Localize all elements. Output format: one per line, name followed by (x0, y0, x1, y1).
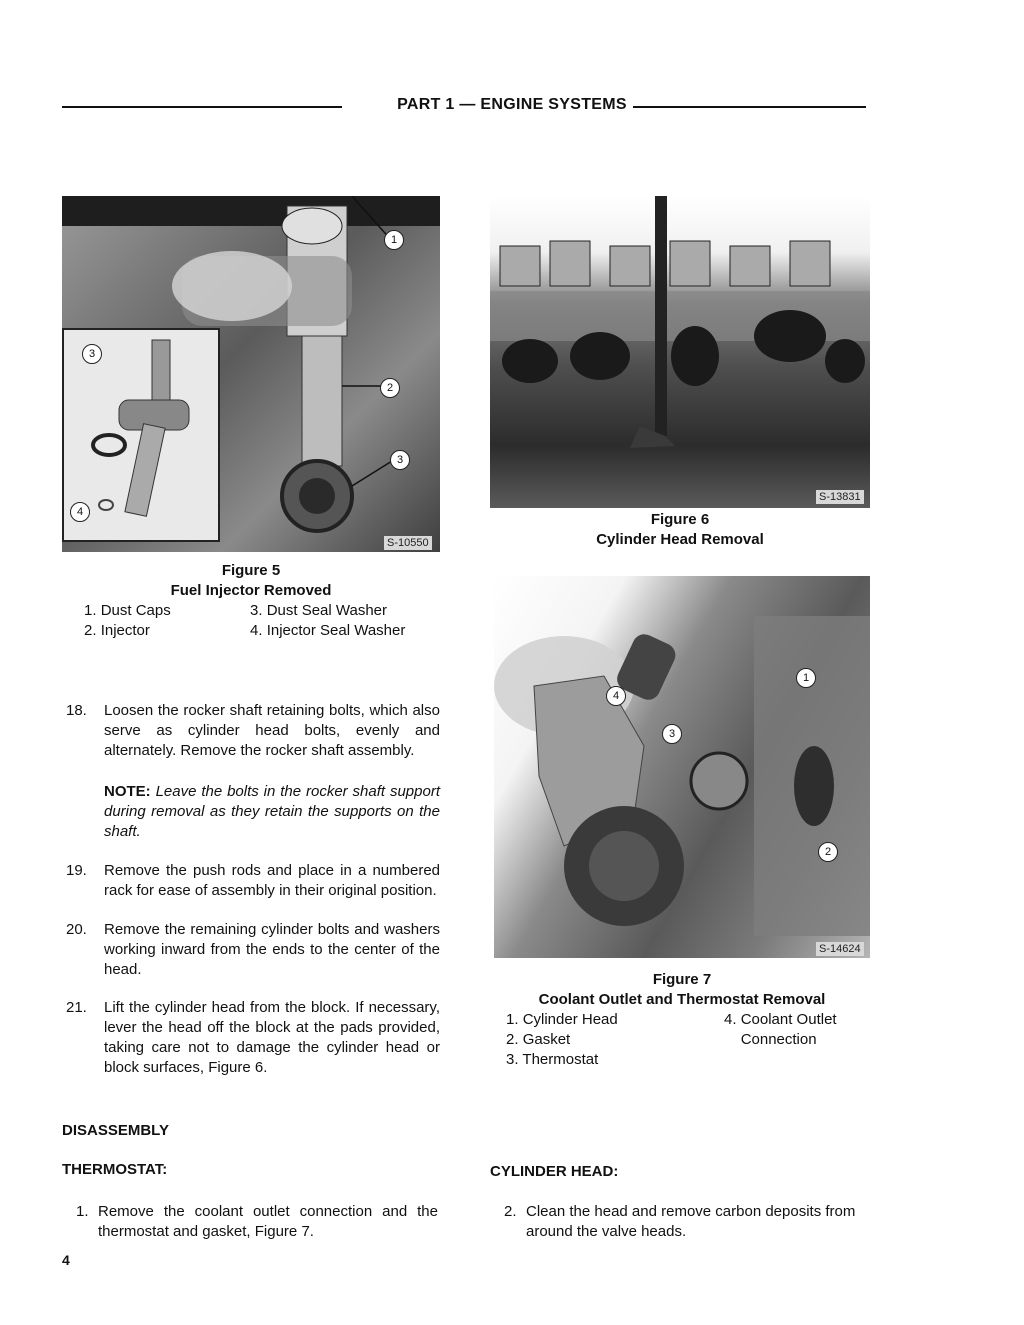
figure7-photo-id: S-14624 (816, 942, 864, 956)
step-number: 1. (76, 1203, 89, 1220)
step-text: Remove the push rods and place in a numbered rack for ease of assembly in their original position. (104, 862, 440, 899)
figure5-photo-id: S-10550 (384, 536, 432, 550)
figure7-callout-1: 1 (796, 668, 816, 688)
step-number: 19. (66, 862, 87, 879)
figure5-callout-inset-4: 4 (70, 502, 90, 522)
page-number: 4 (62, 1252, 70, 1268)
step-text: Remove the coolant outlet connection and the thermostat and gasket, Figure 7. (98, 1203, 438, 1240)
figure6-label: Figure 6 (650, 511, 710, 528)
figure5-callout-1: 1 (384, 230, 404, 250)
figure7-callout-2: 2 (818, 842, 838, 862)
cylinder-head-heading: CYLINDER HEAD: (490, 1163, 619, 1180)
legend-text: Coolant Outlet Connection (740, 1011, 837, 1048)
figure7-callout-3: 3 (662, 724, 682, 744)
figure5-legend-item-2 (84, 621, 150, 641)
step-text: Lift the cylinder head from the block. If necessary, lever the head off the block at the pads provided, taking care not to damage the cylinder head or block surfaces, Figure 6. (104, 999, 440, 1076)
figure5-label: Figure 5 (221, 562, 281, 579)
step-text: Loosen the rocker shaft retaining bolts, which also serve as cylinder head bolts, evenly and alternately. Remove the rocker shaft assembly. (104, 702, 440, 759)
note-label: NOTE: (104, 783, 151, 800)
step-text: Clean the head and remove carbon deposits from around the valve heads. (526, 1203, 856, 1240)
figure5-legend-item-3 (250, 601, 387, 621)
disassembly-heading: DISASSEMBLY (62, 1122, 169, 1139)
note-text: Leave the bolts in the rocker shaft support during removal as they retain the supports on the shaft. (104, 783, 440, 840)
figure7-legend-item-3 (506, 1050, 598, 1070)
figure6-illustration (490, 196, 870, 508)
figure7-label: Figure 7 (652, 971, 712, 988)
figure5-legend-item-4 (250, 621, 405, 641)
figure7-legend-item-4 (724, 1010, 864, 1050)
legend-text: Gasket (522, 1031, 571, 1048)
legend-num: 4. (724, 1011, 737, 1028)
legend-text: Injector Seal Washer (266, 622, 406, 639)
legend-num: 3. (506, 1051, 519, 1068)
cylinder-head-step-2 (504, 1202, 868, 1244)
step-number: 20. (66, 921, 87, 938)
page-header (0, 96, 1024, 114)
step-text: Remove the remaining cylinder bolts and washers working inward from the ends to the center of the head. (104, 921, 440, 978)
figure6-photo-id: S-13831 (816, 490, 864, 504)
figure7-legend-item-2 (506, 1030, 570, 1050)
figure5-legend-item-1 (84, 601, 171, 621)
thermostat-step-1 (76, 1202, 438, 1244)
step-20 (66, 920, 440, 982)
figure5-callout-3: 3 (390, 450, 410, 470)
legend-text: Cylinder Head (522, 1011, 618, 1028)
figure6-title: Cylinder Head Removal (596, 531, 764, 548)
legend-num: 1. (84, 602, 97, 619)
figure6-photo (490, 196, 870, 508)
figure5-photo (62, 196, 440, 552)
legend-num: 1. (506, 1011, 519, 1028)
figure5-caption (62, 561, 440, 601)
step-number: 21. (66, 999, 87, 1016)
legend-num: 2. (84, 622, 97, 639)
legend-text: Dust Seal Washer (266, 602, 388, 619)
page-header-title: PART 1 — ENGINE SYSTEMS (391, 96, 633, 113)
legend-text: Thermostat (522, 1051, 599, 1068)
legend-num: 4. (250, 622, 263, 639)
figure7-photo (494, 576, 870, 958)
legend-text: Injector (100, 622, 150, 639)
figure5-callout-inset-3: 3 (82, 344, 102, 364)
legend-text: Dust Caps (100, 602, 171, 619)
figure7-title: Coolant Outlet and Thermostat Removal (538, 991, 826, 1008)
figure7-illustration (494, 576, 870, 958)
step-number: 2. (504, 1203, 517, 1220)
step-21 (66, 998, 440, 1080)
figure7-legend-item-1 (506, 1010, 618, 1030)
step-18 (66, 701, 440, 763)
figure7-caption (494, 970, 870, 1010)
legend-num: 3. (250, 602, 263, 619)
thermostat-heading: THERMOSTAT: (62, 1161, 168, 1178)
step-number: 18. (66, 702, 87, 719)
figure5-title: Fuel Injector Removed (170, 582, 332, 599)
legend-num: 2. (506, 1031, 519, 1048)
step-19 (66, 861, 440, 903)
figure7-callout-4: 4 (606, 686, 626, 706)
note (104, 782, 440, 842)
figure5-callout-2: 2 (380, 378, 400, 398)
figure6-caption (490, 510, 870, 550)
